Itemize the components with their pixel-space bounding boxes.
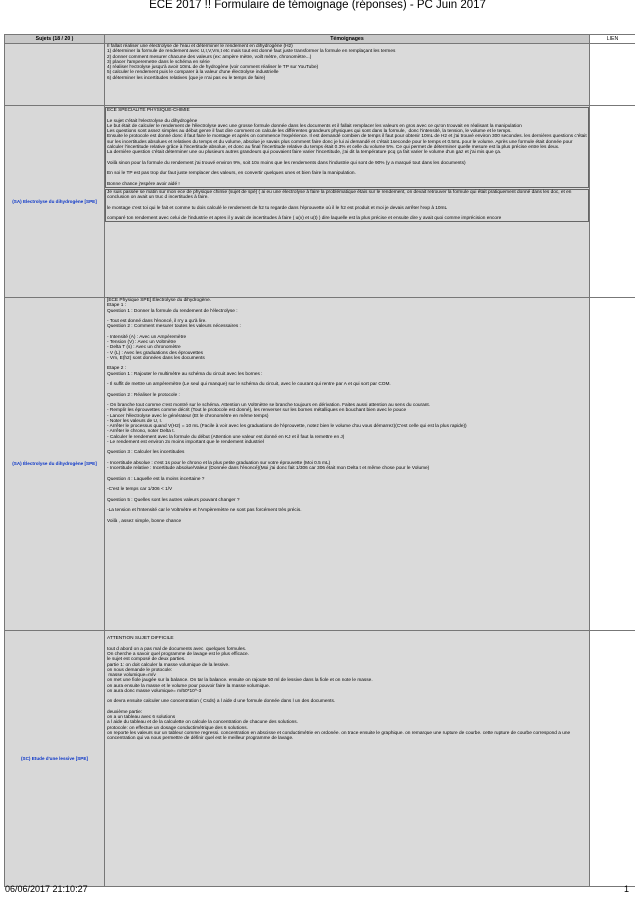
testimony-text: Il fallait réaliser une électrolyse de l'eau et déterminer le rendement en dihydrogène (H2) 1) déterminer la formule de rendement avec U,I,V,Vm,t etc mais tout est donné faut juste transformer la formule en remplaçant les termes 2) donner comment mesurer chacune des valeurs (ex: ampère mètre, voilt mètre, chronomètre...) 3) placer l'amperemetre dans le schéma en série 4) réaliser l'ectrolyse jusqu'à avoir 10mL de de hydrogène (voir comment réaliser le TP sur YouTube) 5) calculer le rendement puis le comparer à la valeur d'une électrolyse industrielle 6) déterminer les incertitudes relatives (que je n'ai pas eu le temps de faire) bbox=[107, 44, 396, 81]
row-link-cell bbox=[590, 631, 635, 887]
page-title: ECE 2017 !! Formulaire de témoignage (réponses) - PC Juin 2017 bbox=[149, 0, 486, 11]
row-subject: (SC) Etude d'une lessive [SPE] bbox=[5, 631, 105, 887]
table-row bbox=[5, 106, 635, 298]
row-subject: (SA) Electrolyse du dihydrogène [SPE] bbox=[5, 106, 105, 298]
page-number: 1 bbox=[623, 884, 629, 894]
testimony-block bbox=[105, 107, 589, 188]
testimony-text: [ECE Physique SPE] Électrolyse du dihydrogène. Etape 1 : Question 1 : Donner la formule du rendement de l'électrolyse : - Tout est donné dans l'énoncé, il n'y a qu'à lire. Question 2 : Comment mesurer toutes les valeurs nécessaires : - Intensité (A) : Avec un Ampèremètre - Tension (V) : Avec un Voltmètre - Delta T (s) : Avec un chronomètre - V (L) : Avec les graduations des éprouvettes - Vm, E(h2) sont données dans les documents Etape 2 : Question 1 : Rajouter le multimètre au schéma du circuit avec les bornes : - Il suffit de mettre un ampèremètre (Le seul qui manque) sur le schéma du circuit, avec le courant qui rentre par A et qui sort par COM. Question 2 : Réaliser le protocole : - On branche tout comme c'est montré sur le schéma. Attention un Voltmètre se branche toujours en dérivation. Faites aussi attention au sens du courant. - Remplir les éprouvettes comme décrit (Tout le protocole est donné), les renverser sur les bornes métalliques en bouchant bien avec le pouce - Lancer l'électrolyse avec le générateur (Et le chronomètre en même temps) - Noter les valeurs de U, I. - Arrêter le processus quand V(H2) = 10 mL (Facile à voir avec les graduations de l'éprouvette, notez bien le volume d'ou vous démarrez)(C'est celle qui est la plus rapide)) - Arrêter le chrono, noter Delta t. - Calculer le rendement avec la formule du début (Attention une valeur est donné en KJ et il faut la remettre en J) - Le rendement est environ 2x moins important que le rendement industriel Question 3 : Calculer les incertitudes - Incertitude absolue : c'est 1s pour le chrono et la plus petite graduation sur votre éprouvette (Moi 0.5 mL) - Incertitude relative : Incertitude absolue/Valeur (Donnée dans l'énoncé)(Moi j'ai donc fait 1/306 car 306 était mon Delta t et même chose pour le Volume) Question 4 : Laquelle est la moins incertaine ? -C'est le temps car 1/306 < 1/V Question 5 : Quelles sont les autres valeurs pouvant changer ? -La tension et l'Intensité car le Voltmètre et l'Ampèremètre ne sont pas forcément très précis. Voilà , assez simple, bonne chance bbox=[107, 298, 467, 524]
testimony-text: ECE SPECIALITE PHYSIQUE-CHIMIE Le sujet c'était l'electrolyse du dihydrogène Le but était de calculer le rendement de l'électrolyse avec une grosse formule donnée dans les documents et il fallait remplacer les valeurs en gros avec ce qu'on trouvait en réalisant la manipulation Les questions sont assez simples au début genre il faut dire comment on calcule les différentes grandeurs physiques qui sont dans la formule, donc l'intensité, la tension, le volume et le temps. Ensuite le protocole est donné donc il faut faire le montage et après on commence l'expérience. Il est demandé combien de temps il faut pour obtenir 10mL de H2 et j'ai trouvé environ 300 secondes. les dernières questions c'était sur les incertitudes absolues et relatives du temps et du volume, absolue je savais plus comment faire donc je lui ai demandé et c'était 1seconde pour le temps et 0.5mL pour le volume. Après une formule était donnée pour calculer l'incertitude relative grâce à l'incertitude absolue, et donc au final l'incertitude relative du temps était 0.3% et celle du volume 5%. Ce qui permet de déterminer quelle mesure est la plus précise entre les deux. La dernière question c'était déterminer une ou plusieurs autres grandeurs qui pouvaient faire varier l'incertitude, j'ai dit la température pcq ça fait varier le volume d'un gaz et j'ai mis que ça. Voilà sinon pour la formule du rendement j'ai trouvé environ 9%, soit 10x moins que les rendements dans l'industrie qui sont de 90% (y a marqué tout dans les documents) En soi le TP est pas trop dur faut juste remplacer des valeurs, en convertir quelques unes et bien faire la manipulation. Bonne chance j'espère avoir aidé ! bbox=[107, 108, 587, 187]
row-link-cell bbox=[590, 44, 635, 106]
row-subject: (SA) Électrolyse du dihydrogène [SPE] bbox=[5, 298, 105, 631]
testimony-text: ATTENTION SUJET DIFFICILE tout d abord on a pas mal de documents avec quelques formules. On cherche a savoir quel programme de lavage est le plus efficace. le sujet est composé de deux parties. partie 1: on doit calculer la masse volumique de la lessive. on nous demande le protocole: masse volumique=m/v on met une fiole jaugée sur la balance. On tar la balance. ensuite on rajoute 50 ml de lessive dans la fiole et on note le masse. on aura ensuite la masse et le volume pour pouvoir faire la masse volumique. on aura donc masse volumique= m/50*10^-3 on devra ensuite calculer une concentration ( Csds) a l aide d une formule donnée dans l un des documents. deuxième partie: on a un tableau avec 6 solutions a l aide du tableau et de la calculette on calcule la concentration de chacune des solutions. protocole: on effectue un dosage conductimétrique des 6 solutions. on reporte les valeurs sur un tableur comme regressi. concentration en abscisse et conductimétrie en ordonée. on trace ensuite le graphique. on remarque une rupture de courbe. cette rupture de courbe correspond a une concentration qui va nous permettre de définir quel est le meilleur programme de lavage. bbox=[107, 636, 571, 741]
header-subjects: Sujets (18 / 20 ) bbox=[5, 35, 105, 44]
row-link-cell bbox=[590, 298, 635, 631]
row-testimony bbox=[105, 631, 590, 887]
print-timestamp: 06/06/2017 21:10:27 bbox=[5, 884, 88, 894]
table-header-row bbox=[5, 35, 635, 44]
row-subject bbox=[5, 44, 105, 106]
header-testimonies: Témoignages bbox=[105, 35, 590, 44]
table-row bbox=[5, 44, 635, 106]
row-testimony bbox=[105, 106, 590, 298]
table-row bbox=[5, 631, 635, 887]
row-testimony bbox=[105, 44, 590, 106]
testimony-table bbox=[4, 34, 635, 887]
header-link: LIEN bbox=[590, 35, 635, 44]
row-testimony bbox=[105, 298, 590, 631]
testimony-block bbox=[105, 189, 589, 223]
testimony-text: Je suis passée se matin sur mon ece de physique chimie (sujet de spé) ( ai eu une électrolyse à faire la problématique étais sur le rendement, on devait retrouver la formule qui était pratiquement donné dans les doc, et en conclusion on avait un truc d incertitudes à faire. le montage c'est toi qui le fait et comme tu dois calculé le rendement de h2 tu regarde dans l'éprouvette où il le h2 est produit et moi je devais arrêter l'exp à 10mL comparé ton rendement avec celui de l'industrie et apres il y avait de incertitudes à faire ( u(v) et u(t) ) dire laquelle est la plus précise et ensuite dire y avait quoi comme imprécision encore bbox=[107, 189, 572, 221]
table-row bbox=[5, 298, 635, 631]
row-link-cell bbox=[590, 106, 635, 298]
